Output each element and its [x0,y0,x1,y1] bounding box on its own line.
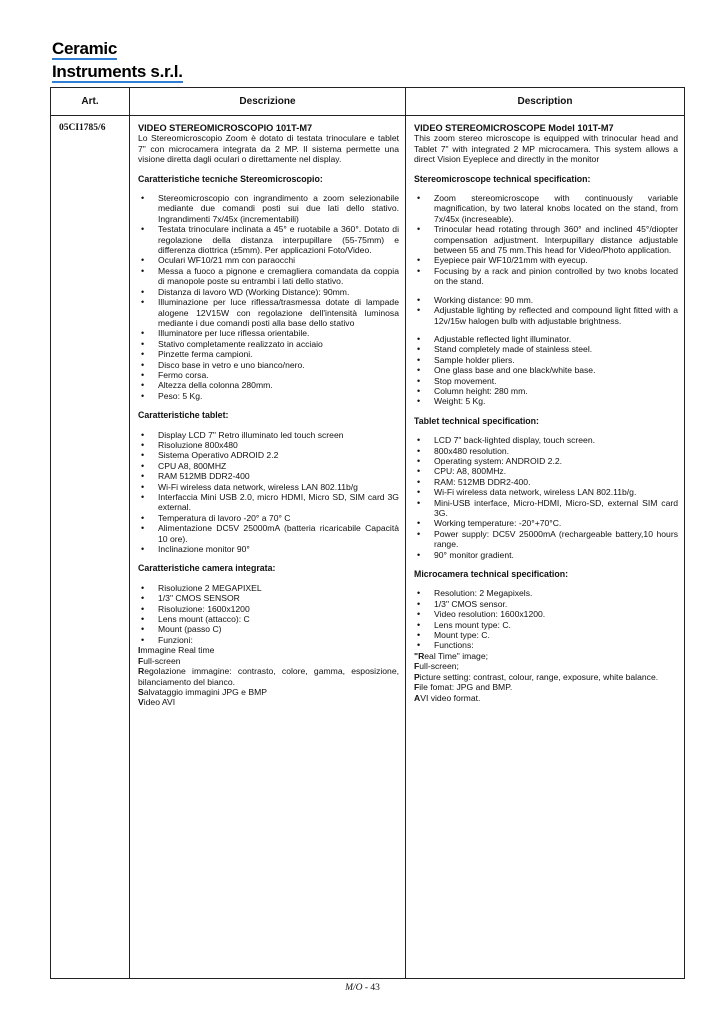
italian-intro: Lo Stereomicroscopio Zoom è dotato di testata trinoculare e tablet 7" con microcamera integrata da 2 MP. Il sistema permette una visione diretta dagli oculari o direttamente nel display. [138,133,399,165]
logo-line-2: Instruments s.r.l. [52,62,183,81]
header-description: Description [406,88,685,116]
english-functions [414,651,678,703]
function-line [414,661,678,671]
italian-camera-list [138,583,399,645]
company-logo [52,40,183,83]
product-table [50,87,685,979]
list-item: • Wi-Fi wireless data network, wireless LAN 802.11b/g [138,482,399,492]
function-initial: P [414,671,420,682]
list-item: • Peso: 5 Kg. [138,391,399,401]
list-item: • Alimentazione DC5V 25000mA (batteria ricaricabile Capacità 10 ore). [138,523,399,544]
list-item: • Risoluzione 800x480 [138,440,399,450]
italian-tablet-heading: Caratteristiche tablet: [138,410,229,421]
list-item: • Temperatura di lavoro -20° a 70° C [138,513,399,523]
function-line [414,693,678,703]
list-item: • 1/3" CMOS SENSOR [138,593,399,603]
function-initial: F [138,655,144,666]
header-art: Art. [51,88,130,116]
function-text: egolazione immagine: contrasto, colore, gamma, esposizione, bilanciamento del bianco. [138,666,399,687]
english-stereo-list-c [414,334,678,407]
list-item: • Zoom stereomicroscope with continuously variable magnification, by two lateral knobs located on the stand, from 7x/45x (increseable). [414,193,678,224]
product-row [51,116,685,979]
function-text: mmagine Real time [140,645,215,656]
list-item: • Functions: [414,640,678,650]
italian-description [130,116,406,979]
function-initial: "R [414,650,425,661]
english-intro: This zoom stereo microscope is equipped with trinocular head and Tablet 7" with integrated 2 MP microcamera. This system allows a direct Vision Eyeplece and directly in the monitor [414,133,678,165]
list-item: • Resolution: 2 Megapixels. [414,588,678,598]
english-tablet-list [414,435,678,560]
art-code: 05CI1785/6 [51,116,130,979]
list-item: • Display LCD 7" Retro illuminato led touch screen [138,430,399,440]
function-line [138,656,399,666]
list-item: • One glass base and one black/white base. [414,365,678,375]
english-stereo-list-a [414,193,678,287]
logo-line-1: Ceramic [52,39,117,58]
list-item: • 90° monitor gradient. [414,550,678,560]
list-item: • CPU: A8, 800MHz. [414,466,678,476]
list-item: • Adjustable reflected light illuminator. [414,334,678,344]
function-line [414,672,678,682]
list-item: • Working temperature: -20°+70°C. [414,518,678,528]
function-line [138,645,399,655]
english-stereo-list-b [414,295,678,326]
list-item: • Focusing by a rack and pinion controlled by two knobs located on the stand. [414,266,678,287]
function-text: VI video format. [420,692,481,703]
footer-code: M/O [345,983,363,993]
list-item: • Working distance: 90 mm. [414,295,678,305]
header-descrizione: Descrizione [130,88,406,116]
list-item: • Column height: 280 mm. [414,386,678,396]
list-item: • Stand completely made of stainless steel. [414,344,678,354]
list-item: • Funzioni: [138,635,399,645]
italian-tablet-list [138,430,399,555]
italian-title: VIDEO STEREOMICROSCOPIO 101T-M7 [138,123,313,133]
list-item: • Adjustable lighting by reflected and compound light fitted with a 12v/15w halogen bulb with adjustable brightness. [414,305,678,326]
list-item: • Mini-USB interface, Micro-HDMI, Micro-SD, external SIM card 3G. [414,498,678,519]
function-text: ull-screen; [419,661,459,672]
function-line [414,682,678,692]
list-item: • Stop movement. [414,376,678,386]
function-initial: F [414,682,420,693]
italian-stereo-heading: Caratteristiche tecniche Stereomicroscopio: [138,173,323,184]
list-item: • Eyepiece pair WF10/21mm with eyecup. [414,255,678,265]
function-line [138,697,399,707]
list-item: • 800x480 resolution. [414,446,678,456]
list-item: • Operating system: ANDROID 2.2. [414,456,678,466]
list-item: • 1/3" CMOS sensor. [414,599,678,609]
list-item: • Weight: 5 Kg. [414,396,678,406]
english-title: VIDEO STEREOMICROSCOPE Model 101T-M7 [414,123,614,133]
list-item: • Oculari WF10/21 mm con paraocchi [138,255,399,265]
function-initial: F [414,661,420,672]
list-item: • Lens mount type: C. [414,620,678,630]
list-item: • Altezza della colonna 280mm. [138,380,399,390]
function-line [138,666,399,687]
list-item: • Mount type: C. [414,630,678,640]
list-item: • Inclinazione monitor 90° [138,544,399,554]
header-row [51,88,685,116]
function-line [414,651,678,661]
italian-camera-heading: Caratteristiche camera integrata: [138,563,276,574]
function-line [138,687,399,697]
function-text: alvataggio immagini JPG e BMP [143,686,267,697]
list-item: • Stativo completamente realizzato in acciaio [138,339,399,349]
english-camera-list [414,588,678,650]
list-item: • Testata trinoculare inclinata a 45° e ruotabile a 360°. Dotato di regolazione della distanza interpupillare (55-75mm) e differenza diottrica (±5mm). Per applicazioni Foto/Video. [138,224,399,255]
function-initial: V [138,697,144,708]
list-item: • RAM: 512MB DDR2-400. [414,477,678,487]
list-item: • Mount (passo C) [138,624,399,634]
footer-page-number: - 43 [362,983,380,993]
function-initial: R [138,666,145,677]
list-item: • Stereomicroscopio con ingrandimento a zoom selezionabile mediante due comandi posti sui due lati dello stativo. Ingrandimenti 7x/45x (incrementabili) [138,193,399,224]
list-item: • Illuminazione per luce riflessa/trasmessa dotate di lampade alogene 12V15W con regolazione dell'intensità luminosa mediante i due comandi posti alla base dello stativo [138,297,399,328]
function-text: ideo AVI [143,697,176,708]
function-text: eal Time" image; [424,650,488,661]
list-item: • Disco base in vetro e uno bianco/nero. [138,360,399,370]
english-stereo-heading: Stereomicroscope technical specification: [414,173,591,184]
italian-functions [138,645,399,707]
function-text: icture setting: contrast, colour, range, exposure, white balance. [419,671,659,682]
function-initial: A [414,692,421,703]
list-item: • Wi-Fi wireless data network, wireless LAN 802.11b/g. [414,487,678,497]
list-item: • Sistema Operativo ADROID 2.2 [138,450,399,460]
list-item: • Pinzette ferma campioni. [138,349,399,359]
list-item: • Video resolution: 1600x1200. [414,609,678,619]
list-item: • Fermo corsa. [138,370,399,380]
list-item: • Lens mount (attacco): C [138,614,399,624]
list-item: • Risoluzione 2 MEGAPIXEL [138,583,399,593]
english-tablet-heading: Tablet technical specification: [414,415,539,426]
list-item: • CPU A8, 800MHZ [138,461,399,471]
list-item: • Power supply: DC5V 25000mA (rechargeable battery,10 hours range. [414,529,678,550]
list-item: • Sample holder pliers. [414,355,678,365]
list-item: • Risoluzione: 1600x1200 [138,604,399,614]
function-initial: S [138,686,144,697]
list-item: • Illuminatore per luce riflessa orientabile. [138,328,399,338]
list-item: • LCD 7" back-lighted display, touch screen. [414,435,678,445]
list-item: • Messa a fuoco a pignone e cremagliera comandata da coppia di manopole poste su entrambi i lati dello stativo. [138,266,399,287]
page-footer [0,983,725,993]
english-camera-heading: Microcamera technical specification: [414,569,569,580]
list-item: • RAM 512MB DDR2-400 [138,471,399,481]
function-initial: I [138,645,141,656]
italian-stereo-list [138,193,399,401]
list-item: • Distanza di lavoro WD (Working Distance): 90mm. [138,287,399,297]
english-description [406,116,685,979]
function-text: ile fomat: JPG and BMP. [419,682,513,693]
function-text: ull-screen [143,655,181,666]
list-item: • Trinocular head rotating through 360° and inclined 45°/diopter compensation adjustment. Interpupillary distance adjustable between 55 and 75 mm.This head for Video/Photo application. [414,224,678,255]
list-item: • Interfaccia Mini USB 2.0, micro HDMI, Micro SD, SIM card 3G external. [138,492,399,513]
